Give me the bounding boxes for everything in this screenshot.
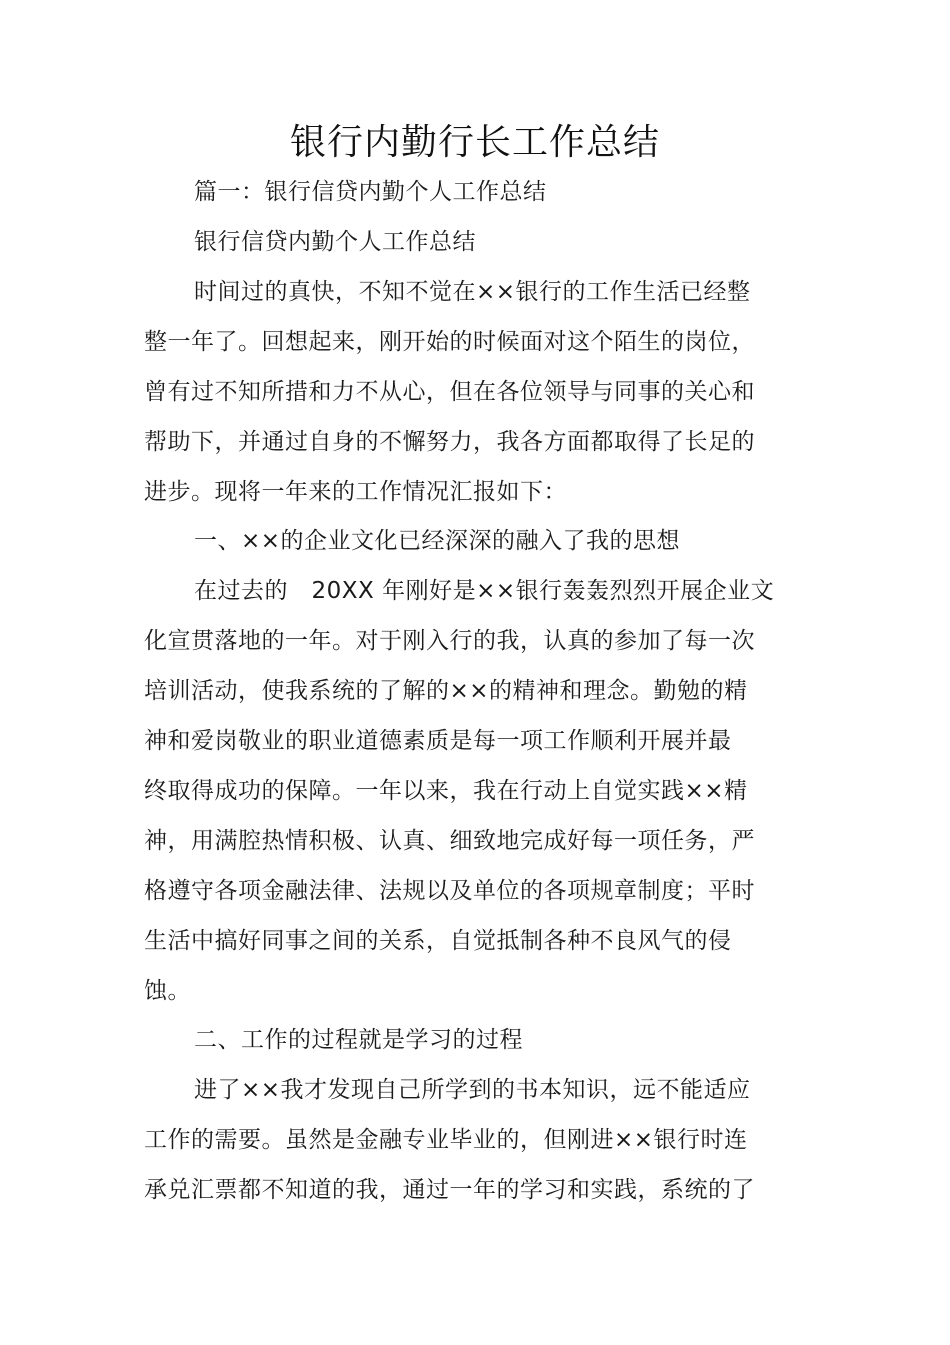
paragraph-line: 终取得成功的保障。一年以来，我在行动上自觉实践××精	[144, 778, 748, 804]
paragraph-line: 进步。现将一年来的工作情况汇报如下：	[144, 479, 567, 505]
paragraph-line: 时间过的真快，不知不觉在××银行的工作生活已经整	[194, 279, 751, 305]
paragraph-line: 格遵守各项金融法律、法规以及单位的各项规章制度；平时	[144, 878, 755, 904]
paragraph-line: 帮助下，并通过自身的不懈努力，我各方面都取得了长足的	[144, 429, 755, 455]
paragraph-line: 神和爱岗敬业的职业道德素质是每一项工作顺利开展并最	[144, 728, 732, 754]
paragraph-line: 生活中搞好同事之间的关系，自觉抵制各种不良风气的侵	[144, 928, 732, 954]
paragraph-line: 神，用满腔热情积极、认真、细致地完成好每一项任务，严	[144, 828, 755, 854]
section-heading: 一、××的企业文化已经深深的融入了我的思想	[194, 528, 681, 554]
paragraph-line: 蚀。	[144, 978, 191, 1004]
paragraph-line: 化宣贯落地的一年。对于刚入行的我，认真的参加了每一次	[144, 628, 755, 654]
paragraph-line: 在过去的 20XX 年刚好是××银行轰轰烈烈开展企业文	[194, 578, 775, 604]
subtitle: 银行信贷内勤个人工作总结	[194, 229, 476, 255]
document-title: 银行内勤行长工作总结	[289, 122, 660, 163]
section-heading: 篇一：银行信贷内勤个人工作总结	[194, 179, 547, 205]
paragraph-line: 工作的需要。虽然是金融专业毕业的，但刚进××银行时连	[144, 1127, 748, 1153]
paragraph-line: 承兑汇票都不知道的我，通过一年的学习和实践，系统的了	[144, 1177, 755, 1203]
paragraph-line: 曾有过不知所措和力不从心，但在各位领导与同事的关心和	[144, 379, 755, 405]
paragraph-line: 整一年了。回想起来，刚开始的时候面对这个陌生的岗位，	[144, 329, 755, 355]
section-heading: 二、工作的过程就是学习的过程	[194, 1027, 523, 1053]
paragraph-line: 培训活动，使我系统的了解的××的精神和理念。勤勉的精	[144, 678, 748, 704]
paragraph-line: 进了××我才发现自己所学到的书本知识，远不能适应	[194, 1077, 751, 1103]
